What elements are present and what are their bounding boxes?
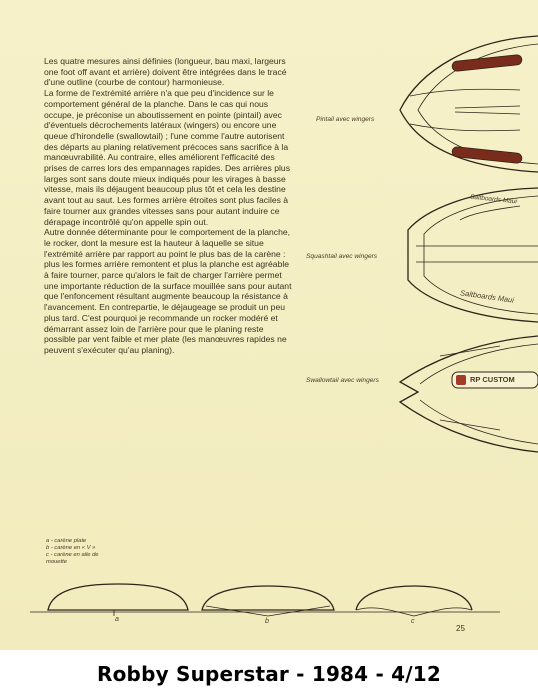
paragraph-2: La forme de l'extrémité arrière n'a que peu d'incidence sur le comportement général de la planche. Dans le cas qui nous occupe, je préconise un aboutissement en pointe (pintail) avec d'éventuels décrochements latéraux (wingers) ou encore une queue d'hirondelle (swallowtail) ; l'une comme l'autre autorisent des départs au planing relativement précoces sans sacrifice à la manœuvrabilité. Au contraire, elles améliorent l'efficacité des prises de carres lors des empannages rapides. Des arrières plus larges sont sans doute mieux indiqués pour les virages à basse vitesse, mais ils déjaugent beaucoup plus tôt et cela les destine avant tout au saut. Les formes arrière étroites sont plus faciles à faire tourner aux grandes vitesses sans pour autant induire ce dérapage incontrôlé qu'on appelle spin out. xyxy=(44,88,290,227)
squashtail-caption: Squashtail avec wingers xyxy=(306,253,378,260)
profile-label-a: a xyxy=(115,616,119,623)
paragraph-1: Les quatre mesures ainsi définies (longueur, bau maxi, largeurs one foot off avant et arrière) doivent être intégrées dans le tracé d'une outline (courbe de contour) harmonieuse. xyxy=(44,56,287,88)
board-logo-1: Saltboards Maui xyxy=(469,193,518,206)
profile-label-c: c xyxy=(411,618,415,625)
board-logo-2: Saltboards Maui xyxy=(459,288,515,305)
legend-c: c - carène en aile de mouette xyxy=(46,552,99,565)
profile-label-b: b xyxy=(265,618,269,625)
hull-profile-b xyxy=(202,586,334,616)
legend-a: a - carène plate xyxy=(46,538,87,544)
page-number: 25 xyxy=(456,624,465,633)
board-logo-3: RP CUSTOM xyxy=(470,375,515,384)
paragraph-3: Autre donnée déterminante pour le comportement de la planche, le rocker, dont la mesure est la hauteur à laquelle se situe l'extrémité arrière par rapport au point le plus bas de la carène : plus les formes arrière remontent et plus la planche est agréable à faire tourner, parce qu'alors le fait de charger l'arrière permet une importante réduction de la surface mouillée sans pour autant que l'enfoncement résultant augmente beaucoup la résistance à l'avancement. En contrepartie, le déjaugeage se produit un peu plus tard. C'est pourquoi je recommande un rocker modéré et démarrant assez loin de l'arrière pour que le planing reste possible par vent faible et mer plate (les manœuvres rapides ne peuvent s'exécuter qu'au planing). xyxy=(44,227,292,355)
hull-profile-c xyxy=(356,586,472,616)
hull-profile-a xyxy=(48,584,188,616)
pintail-caption: Pintail avec wingers xyxy=(316,116,375,123)
legend-b: b - carène en « V » xyxy=(46,545,96,551)
swallowtail-caption: Swallowtail avec wingers xyxy=(306,377,379,384)
footer-caption: Robby Superstar - 1984 - 4/12 xyxy=(97,662,441,686)
